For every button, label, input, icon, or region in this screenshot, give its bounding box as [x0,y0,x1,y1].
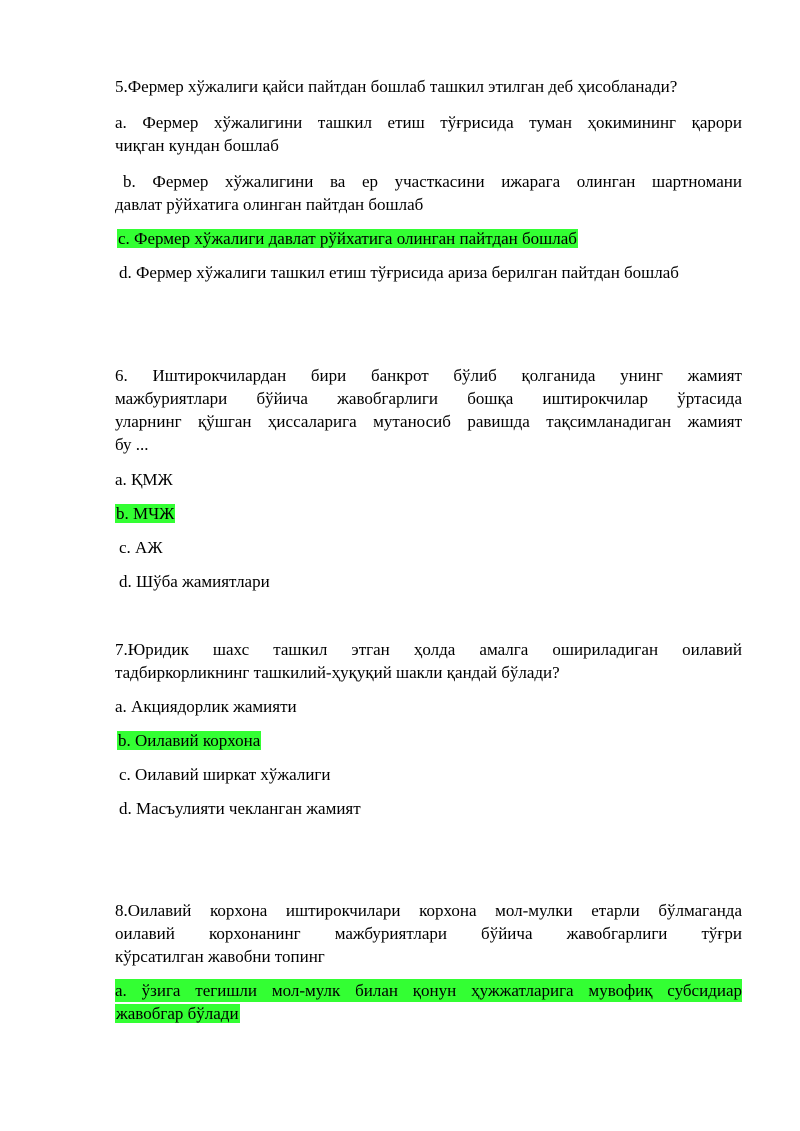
q5-option-b-line2: давлат рўйхатига олинган пайтдан бошлаб [115,195,424,214]
question-6-line3: уларнинг қўшган ҳиссаларига мутаносиб равишда тақсимланадиган жамият [115,412,742,431]
q7-option-b-highlight: b. Оилавий корхона [118,731,261,750]
question-7-line2: тадбиркорликнинг ташкилий-ҳуқуқий шакли қандай бўлади? [115,663,560,682]
q6-option-b-correct [115,502,175,525]
question-6-line1: 6. Иштирокчилардан бири банкрот бўлиб қолганида унинг жамият [115,366,742,385]
q8-option-a-line1-correct: a. ўзига тегишли мол-мулк билан қонун ҳужжатларига мувофиқ субсидиар [115,981,742,1000]
q5-option-a-line1: a. Фермер хўжалигини ташкил етиш тўғрисида туман ҳокимининг қарори [115,113,742,132]
q6-option-c: c. АЖ [119,538,163,557]
q5-option-d: d. Фермер хўжалиги ташкил етиш тўғрисида ариза берилган пайтдан бошлаб [119,263,679,282]
question-7-line1: 7.Юридик шахс ташкил этган ҳолда амалга ошириладиган оилавий [115,640,742,659]
q7-option-b-correct [117,729,261,752]
question-8-line2: оилавий корхонанинг мажбуриятлари бўйича жавобгарлиги тўғри [115,924,742,943]
q7-option-d: d. Масъулияти чекланган жамият [119,799,361,818]
q5-option-c-highlight: c. Фермер хўжалиги давлат рўйхатига олинган пайтдан бошлаб [118,229,577,248]
q6-option-d: d. Шўба жамиятлари [119,572,270,591]
q8-option-a-line2-correct [115,1002,240,1025]
question-5-text: 5.Фермер хўжалиги қайси пайтдан бошлаб ташкил этилган деб ҳисобланади? [115,77,678,96]
q7-option-c: c. Оилавий ширкат хўжалиги [119,765,331,784]
q5-option-c-correct [117,227,578,250]
q7-option-a: a. Акциядорлик жамияти [115,697,297,716]
question-8-line3: кўрсатилган жавобни топинг [115,947,325,966]
q8-option-a-line2-highlight: жавобгар бўлади [116,1004,239,1023]
question-6-line2: мажбуриятлари бўйича жавобгарлиги бошқа иштирокчилар ўртасида [115,389,742,408]
q5-option-a-line2: чиқган кундан бошлаб [115,136,279,155]
question-6-line4: бу ... [115,435,149,454]
q6-option-a: a. ҚМЖ [115,470,173,489]
q5-option-b-line1: b. Фермер хўжалигини ва ер участкасини ижарага олинган шартномани [123,172,742,191]
question-8-line1: 8.Оилавий корхона иштирокчилари корхона мол-мулки етарли бўлмаганда [115,901,742,920]
q6-option-b-highlight: b. МЧЖ [116,504,175,523]
